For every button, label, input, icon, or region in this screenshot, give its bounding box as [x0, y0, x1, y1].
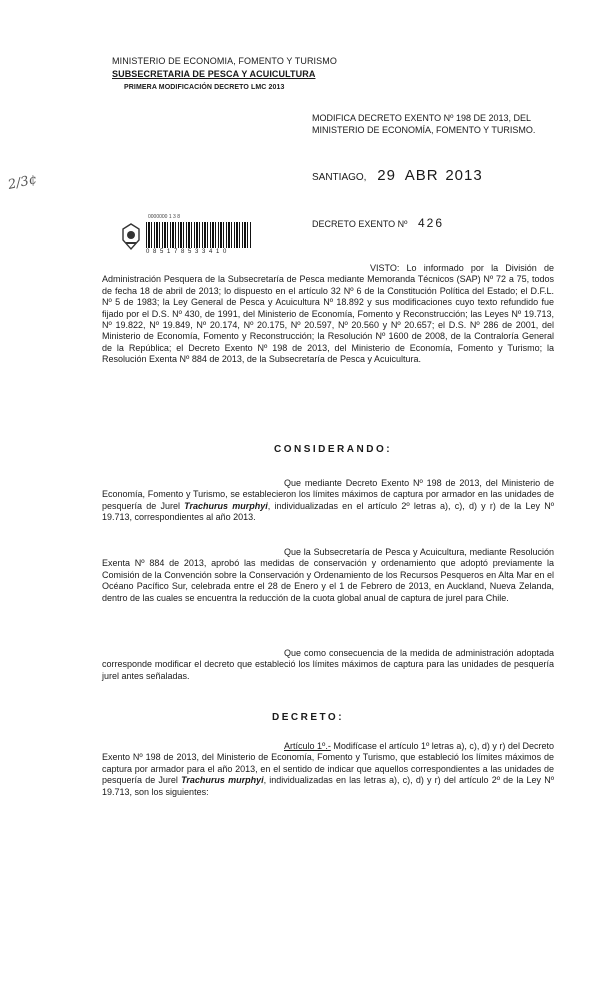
article-species-name: Trachurus murphyi — [181, 775, 264, 786]
considerando-p2-text: Que la Subsecretaría de Pesca y Acuicultura, mediante Resolución Exenta Nº 884 de 2013, aprobó las medidas de conservación y ordenamiento que adoptó previamente la Comisión de la Convención sobre la Conservación y Ordenamiento de los Recursos Pesqueros en Alta Mar en el Océano Pacífico Sur, celebrada entre el 28 de Enero y el 1 de Febrero de 2013, en Auckland, Nueva Zelanda, dentro de las cuales se encuentra la reducción de la cuota global anual de captura de jurel para Chile. — [102, 547, 554, 603]
decree-number-label: DECRETO EXENTO Nº — [312, 219, 408, 229]
decree-number-value: 426 — [418, 216, 445, 230]
article-1-label: Artículo 1º.- — [284, 741, 331, 751]
decreto-title: DECRETO: — [272, 712, 345, 723]
barcode-digits: 0 8 5 1 7 8 5 3 3 4 1 0 — [146, 249, 228, 255]
article-1-paragraph — [102, 741, 554, 798]
considerando-p1-text: Que mediante Decreto Exento Nº 198 de 2013, del Ministerio de Economía, Fomento y Turismo, se establecieron los límites máximos de captura por armador en las unidades de pesquería de Jurel — [102, 478, 554, 511]
date-year: 2013 — [445, 167, 483, 184]
seal-icon — [120, 222, 142, 252]
visto-lead: VISTO: — [370, 263, 400, 273]
considerando-paragraph-3 — [102, 648, 554, 682]
considerando-paragraph-2 — [102, 547, 554, 604]
considerando-p1-tail: , individualizadas en el artículo 2º letras a), c), d) y r) de la Ley Nº 19.713, correspondientes al año 2013. — [102, 500, 554, 523]
article-1-text: Modifícase el artículo 1º letras a), c), d) y r) del Decreto Exento Nº 198 de 2013, del Ministerio de Economía, Fomento y Turismo, que estableció los límites máximos de captura por armador para el año 2013, en el sentido de indicar que aquellos correspondientes a las unidades de pesquería de Jurel — [102, 741, 554, 786]
species-name: Trachurus murphyi — [184, 500, 268, 511]
ministry-name: MINISTERIO DE ECONOMIA, FOMENTO Y TURISMO — [112, 56, 337, 66]
reference-block — [312, 112, 535, 136]
considerando-p3-text: Que como consecuencia de la medida de administración adoptada corresponde modificar el decreto que estableció los límites máximos de captura para las unidades de pesquería jurel antes señaladas. — [102, 648, 554, 681]
date-line — [312, 167, 483, 184]
subsecretaria-name: SUBSECRETARIA DE PESCA Y ACUICULTURA — [112, 69, 316, 79]
article-1-tail: , individualizadas en las letras a), c), d) y r) del artículo 2º de la Ley Nº 19.713, son los siguientes: — [102, 775, 554, 797]
barcode-top-text: 0000000 1 3 8 — [148, 214, 180, 220]
modification-label: PRIMERA MODIFICACIÓN DECRETO LMC 2013 — [124, 84, 285, 91]
date-city: SANTIAGO, — [312, 172, 367, 183]
date-month: ABR — [404, 167, 439, 184]
date-day: 29 — [377, 167, 396, 184]
decree-number-line — [312, 216, 444, 230]
reference-line-1: MODIFICA DECRETO EXENTO Nº 198 DE 2013, DEL — [312, 113, 532, 123]
visto-paragraph — [102, 263, 554, 366]
reference-line-2: MINISTERIO DE ECONOMÍA, FOMENTO Y TURISMO. — [312, 125, 536, 135]
considerando-title: CONSIDERANDO: — [274, 444, 393, 455]
visto-text: Lo informado por la División de Administración Pesquera de la Subsecretaría de Pesca mediante Memoranda Técnicos (SAP) Nº 72 a 75, todos de fecha 18 de abril de 2013; lo dispuesto en el artículo 32 Nº 6 de la Constitución Política del Estado; el D.F.L. Nº 5 de 1983; la Ley General de Pesca y Acuicultura Nº 18.892 y sus modificaciones cuyo texto refundido fue fijado por el D.S. Nº 430, de 1991, del Ministerio de Economía, Fomento y Reconstrucción; las Leyes Nº 19.713, Nº 19.822, Nº 19.849, Nº 20.174, Nº 20.175, Nº 20.597, Nº 20.560 y Nº 20.657; el D.S. Nº 286 de 2001, del Ministerio de Economía, Fomento y Reconstrucción; la Resolución Nº 1600 de 2008, de la Contraloría General de la República; el Decreto Exento Nº 198 de 2013, del Ministerio de Economía, Fomento y Turismo; la Resolución Exenta Nº 884 de 2013, de la Subsecretaría de Pesca y Acuicultura. — [102, 263, 554, 365]
margin-note: 2∕3¢ — [6, 172, 39, 193]
barcode — [146, 222, 252, 248]
considerando-paragraph-1 — [102, 478, 554, 524]
